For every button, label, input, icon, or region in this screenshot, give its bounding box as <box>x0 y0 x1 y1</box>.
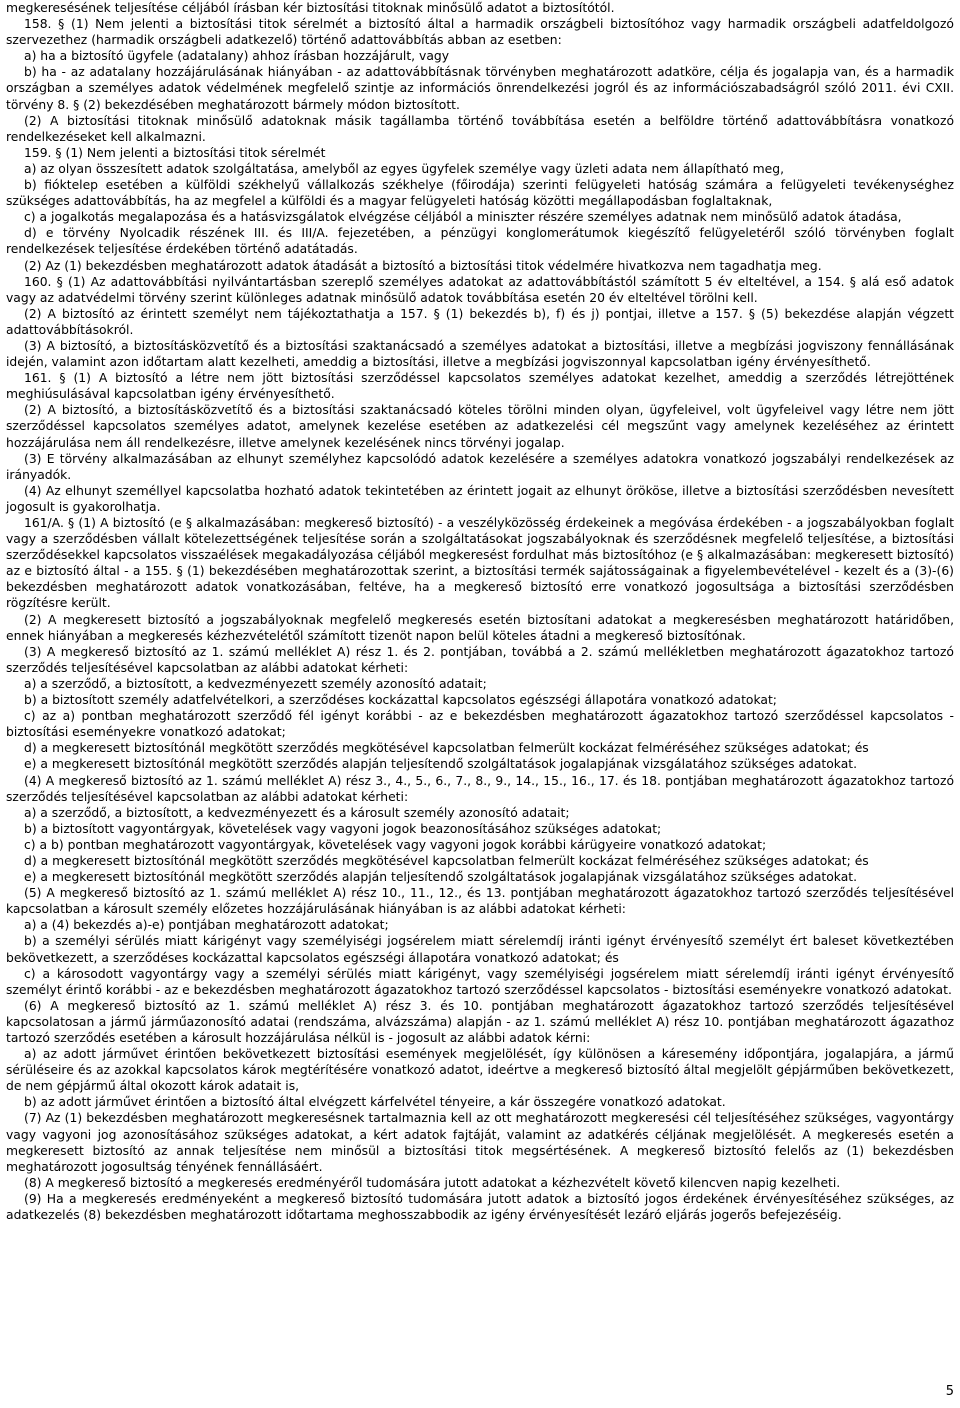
paragraph: (2) A biztosító az érintett személyt nem tájékoztathatja a 157. § (1) bekezdés b), f) és j) pontjai, illetve a 157. § (5) bekezdése alapján végzett adattovábbításokról. <box>6 306 954 337</box>
paragraph: c) a károsodott vagyontárgy vagy a személyi sérülés miatt kárigényt, vagy személyiségi jogsérelem miatt sérelemdíj iránti igényt érvényesítő személyt érintő korábbi - az e bekezdésben meghatározott ágazatokhoz tartozó szerződéssel kapcsolatos - biztosítási eseményekre vonatkozó adatokat. <box>6 966 954 997</box>
section-161a-paragraph: 161/A. § (1) A biztosító (e § alkalmazásában: megkereső biztosító) - a veszélyközösség érdekeinek a megóvása érdekében - a jogszabályokban foglalt vagy a szerződésben vállalt kötelezettségének teljesítése során a szolgáltatásokat jogszabályoknak és szerződésnek megfelelő teljesítése, a biztosítási szerződésekkel kapcsolatos visszaélések megakadályozása céljából megkeresést fordulhat más biztosítóhoz (e § alkalmazásában: megkeresett biztosító) az e biztosító által - a 155. § (1) bekezdésében meghatározottak szerint, a biztosítási termék sajátosságainak a figyelembevételével - kezelt és a (3)-(6) bekezdésben meghatározott adatok vonatkozásában, feltéve, ha a megkereső biztosító erre vonatkozó jogosultsága a biztosítási szerződésben rögzítésre került. <box>6 516 954 611</box>
paragraph: a) a szerződő, a biztosított, a kedvezményezett személy azonosító adatait; <box>24 676 487 691</box>
paragraph: (2) A biztosítási titoknak minősülő adatoknak másik tagállamba történő továbbítása esetén a belföldre történő adattovábbításra vonatkozó rendelkezéseket kell alkalmazni. <box>6 113 954 144</box>
section-159-paragraph: 159. § (1) Nem jelenti a biztosítási titok sérelmét <box>24 145 326 160</box>
paragraph: (2) Az (1) bekezdésben meghatározott adatok átadását a biztosító a biztosítási titok védelmére hivatkozva nem tagadhatja meg. <box>24 258 822 273</box>
paragraph: e) a megkeresett biztosítónál megkötött szerződés alapján teljesítendő szolgáltatások jogalapjának vizsgálatához szükséges adatokat. <box>24 757 858 772</box>
paragraph: c) a jogalkotás megalapozása és a hatásvizsgálatok elvégzése céljából a miniszter részére személyes adatnak nem minősülő adatok átadása, <box>24 210 902 225</box>
paragraph: c) a b) pontban meghatározott vagyontárgyak, követelések vagy vagyoni jogok korábbi kárügyeire vonatkozó adatokat; <box>24 837 767 852</box>
section-160-paragraph: 160. § (1) Az adattovábbítási nyilvántartásban szereplő személyes adatokat az adattovábbítástól számított 5 év elteltével, a 154. § alá eső adatok vagy az adatvédelmi törvény szerint különleges adatnak minősülő adatok továbbítása esetén 20 év elteltével törölni kell. <box>6 274 954 305</box>
paragraph: (9) Ha a megkeresés eredményeként a megkereső biztosító tudomására jutott adatok a biztosító jogos érdekének érvényesítéséhez szükséges, az adatkezelés (8) bekezdésben meghatározott időtartama meghosszabbodik az igény érvényesítését lezáró eljárás jogerős befejezéséig. <box>6 1191 954 1223</box>
paragraph: d) e törvény Nyolcadik részének III. és III/A. fejezetében, a pénzügyi konglomerátumok kiegészítő felügyeletéről szóló törvényben foglalt rendelkezések teljesítése érdekében történő adatátadás. <box>6 226 954 257</box>
paragraph: (8) A megkereső biztosító a megkeresés eredményéről tudomására jutott adatokat a kézhezvételt követő kilencven napig kezelheti. <box>24 1175 841 1190</box>
paragraph: a) ha a biztosító ügyfele (adatalany) ahhoz írásban hozzájárult, vagy <box>24 49 450 64</box>
paragraph: b) a biztosított vagyontárgyak, követelések vagy vagyoni jogok beazonosításához szükséges adatokat; <box>24 821 662 836</box>
paragraph: b) a személyi sérülés miatt kárigényt vagy személyiségi jogsérelem miatt sérelemdíj iránti igényt érvényesítő személyt ért baleset következtében bekövetkezett, a szerződéses kockázattal kapcsolatos egészségi állapotára vonatkozó adatokat; és <box>6 934 954 965</box>
section-158-paragraph: 158. § (1) Nem jelenti a biztosítási titok sérelmét a biztosító által a harmadik országbeli biztosítóhoz vagy harmadik országbeli adatfeldolgozó szervezethez (harmadik országbeli adatkezelő) történő adattovábbítás abban az esetben: <box>6 17 954 48</box>
page-number: 5 <box>945 1384 954 1399</box>
paragraph: a) az adott járművet érintően bekövetkezett biztosítási események megjelölését, így különösen a káresemény időpontjára, jogalapjára, a jármű sérüléseire és az azokkal kapcsolatos károk megtérítésére vonatkozó adatot, ideértve a megkereső biztosító által megjelölt gépjárműben bekövetkezett, de nem gépjármű által okozott károk adatait is, <box>6 1047 954 1094</box>
paragraph: e) a megkeresett biztosítónál megkötött szerződés alapján teljesítendő szolgáltatások jogalapjának vizsgálatához szükséges adatokat. <box>24 870 858 885</box>
paragraph: (3) A megkereső biztosító az 1. számú melléklet A) rész 1. és 2. pontjában, továbbá a 2. számú mellékletben meghatározott ágazatokhoz tartozó szerződés teljesítésével kapcsolatban az alábbi adatokat kérheti: <box>6 644 954 675</box>
paragraph: b) a biztosított személy adatfelvételkori, a szerződéses kockázattal kapcsolatos egészségi állapotára vonatkozó adatokat; <box>24 693 777 708</box>
paragraph: (4) Az elhunyt személlyel kapcsolatba hozható adatok tekintetében az érintett jogait az elhunyt örököse, illetve a biztosítási szerződésben nevesített jogosult is gyakorolhatja. <box>6 483 954 514</box>
paragraph: megkeresésének teljesítése céljából írásban kér biztosítási titoknak minősülő adatot a biztosítótól. <box>6 1 615 15</box>
paragraph: b) ha - az adatalany hozzájárulásának hiányában - az adattovábbításnak törvényben meghatározott adatköre, célja és jogalapja van, és a harmadik országban a személyes adatok védelmének megfelelő szintje az információs önrendelkezési jogról és az információszabadságról szóló 2011. évi CXII. törvény 8. § (2) bekezdésében meghatározott bármely módon biztosított. <box>6 65 954 112</box>
paragraph: (6) A megkereső biztosító az 1. számú melléklet A) rész 3. és 10. pontjában meghatározott ágazatokhoz tartozó szerződés teljesítésével kapcsolatosan a jármű járműazonosító adatai (rendszáma, alvázszáma) alapján - az 1. számú melléklet A) rész 10. pontjában meghatározott ágazathoz tartozó szerződés esetében a károsult hozzájárulása nélkül is - jogosult az alábbi adatok kérni: <box>6 998 954 1045</box>
paragraph: a) az olyan összesített adatok szolgáltatása, amelyből az egyes ügyfelek személye vagy üzleti adata nem állapítható meg, <box>24 161 785 176</box>
document-page <box>6 0 954 1223</box>
paragraph: (5) A megkereső biztosító az 1. számú melléklet A) rész 10., 11., 12., és 13. pontjában meghatározott ágazatokhoz tartozó szerződés teljesítésével kapcsolatban a károsult személy előzetes hozzájárulásának hiányában is az alábbi adatokat kérheti: <box>6 886 954 917</box>
section-161-paragraph: 161. § (1) A biztosító a létre nem jött biztosítási szerződéssel kapcsolatos személyes adatokat kezelhet, ameddig a szerződés létrejöttének meghiúsulásával kapcsolatban igény érvényesíthető. <box>6 371 954 402</box>
paragraph: (2) A megkeresett biztosító a jogszabályoknak megfelelő megkeresés esetén biztosítani adatokat a megkeresésben meghatározott határidőben, ennek hiányában a megkeresés kézhezvételétől számított tizenöt napon belül köteles átadni a megkereső biztosítónak. <box>6 612 954 643</box>
paragraph: (2) A biztosító, a biztosításközvetítő és a biztosítási szaktanácsadó köteles törölni minden olyan, ügyfeleivel, volt ügyfeleivel vagy létre nem jött szerződéssel kapcsolatos személyes adatot, amelynek kezelése esetében az adatkezelési cél megszűnt vagy amelynek kezeléséhez az érintett hozzájárulása nem áll rendelkezésre, illetve amelynek kezelésének nincs törvényi jogalap. <box>6 403 954 450</box>
paragraph: a) a (4) bekezdés a)-e) pontjában meghatározott adatokat; <box>24 918 389 933</box>
paragraph: b) az adott járművet érintően a biztosító által elvégzett kárfelvétel tényeire, a kár összegére vonatkozó adatokat. <box>24 1095 726 1110</box>
paragraph: d) a megkeresett biztosítónál megkötött szerződés megkötésével kapcsolatban felmerült kockázat felméréséhez szükséges adatokat; és <box>24 853 869 868</box>
paragraph: (3) A biztosító, a biztosításközvetítő és a biztosítási szaktanácsadó a személyes adatokat a biztosítási, illetve a megbízási jogviszony fennállásának idején, valamint azon időtartam alatt kezelheti, ameddig a biztosítási, illetve a megbízási jogviszonnyal kapcsolatban igény érvényesíthető. <box>6 338 954 370</box>
paragraph: b) fióktelep esetében a külföldi székhelyű vállalkozás székhelye (főirodája) szerinti felügyeleti hatóság számára a felügyeleti tevékenységhez szükséges adattovábbítás, ha az megfelel a külföldi és a magyar felügyeleti hatóság közötti megállapodásban foglaltaknak, <box>6 178 954 209</box>
paragraph: d) a megkeresett biztosítónál megkötött szerződés megkötésével kapcsolatban felmerült kockázat felméréséhez szükséges adatokat; és <box>24 741 869 756</box>
paragraph: a) a szerződő, a biztosított, a kedvezményezett és a károsult személy azonosító adatait; <box>24 805 570 820</box>
paragraph: (7) Az (1) bekezdésben meghatározott megkeresésnek tartalmaznia kell az ott meghatározott megkeresési cél teljesítéséhez szükséges, vagyontárgy vagy vagyoni jog azonosításához szükséges adatokat, a kért adatok fajtáját, valamint az adatkérés céljának megjelölését. A megkeresés esetén a megkeresett biztosító az annak teljesítése nem minősül a biztosítási titok megsértésének. A megkereső biztosító felelős az (1) bekezdésben meghatározott jogosultság tényének fennállásáért. <box>6 1111 954 1174</box>
paragraph: (4) A megkereső biztosító az 1. számú melléklet A) rész 3., 4., 5., 6., 7., 8., 9., 14., 15., 16., 17. és 18. pontjában meghatározott ágazatokhoz tartozó szerződés teljesítésével kapcsolatban az alábbi adatokat kérheti: <box>6 773 954 804</box>
paragraph: c) az a) pontban meghatározott szerződő fél igényt korábbi - az e bekezdésben meghatározott ágazatokhoz tartozó szerződéssel kapcsolatos - biztosítási eseményekre vonatkozó adatokat; <box>6 709 954 740</box>
paragraph: (3) E törvény alkalmazásában az elhunyt személyhez kapcsolódó adatok kezelésére a személyes adatokra vonatkozó jogszabályi rendelkezések az irányadók. <box>6 451 954 482</box>
